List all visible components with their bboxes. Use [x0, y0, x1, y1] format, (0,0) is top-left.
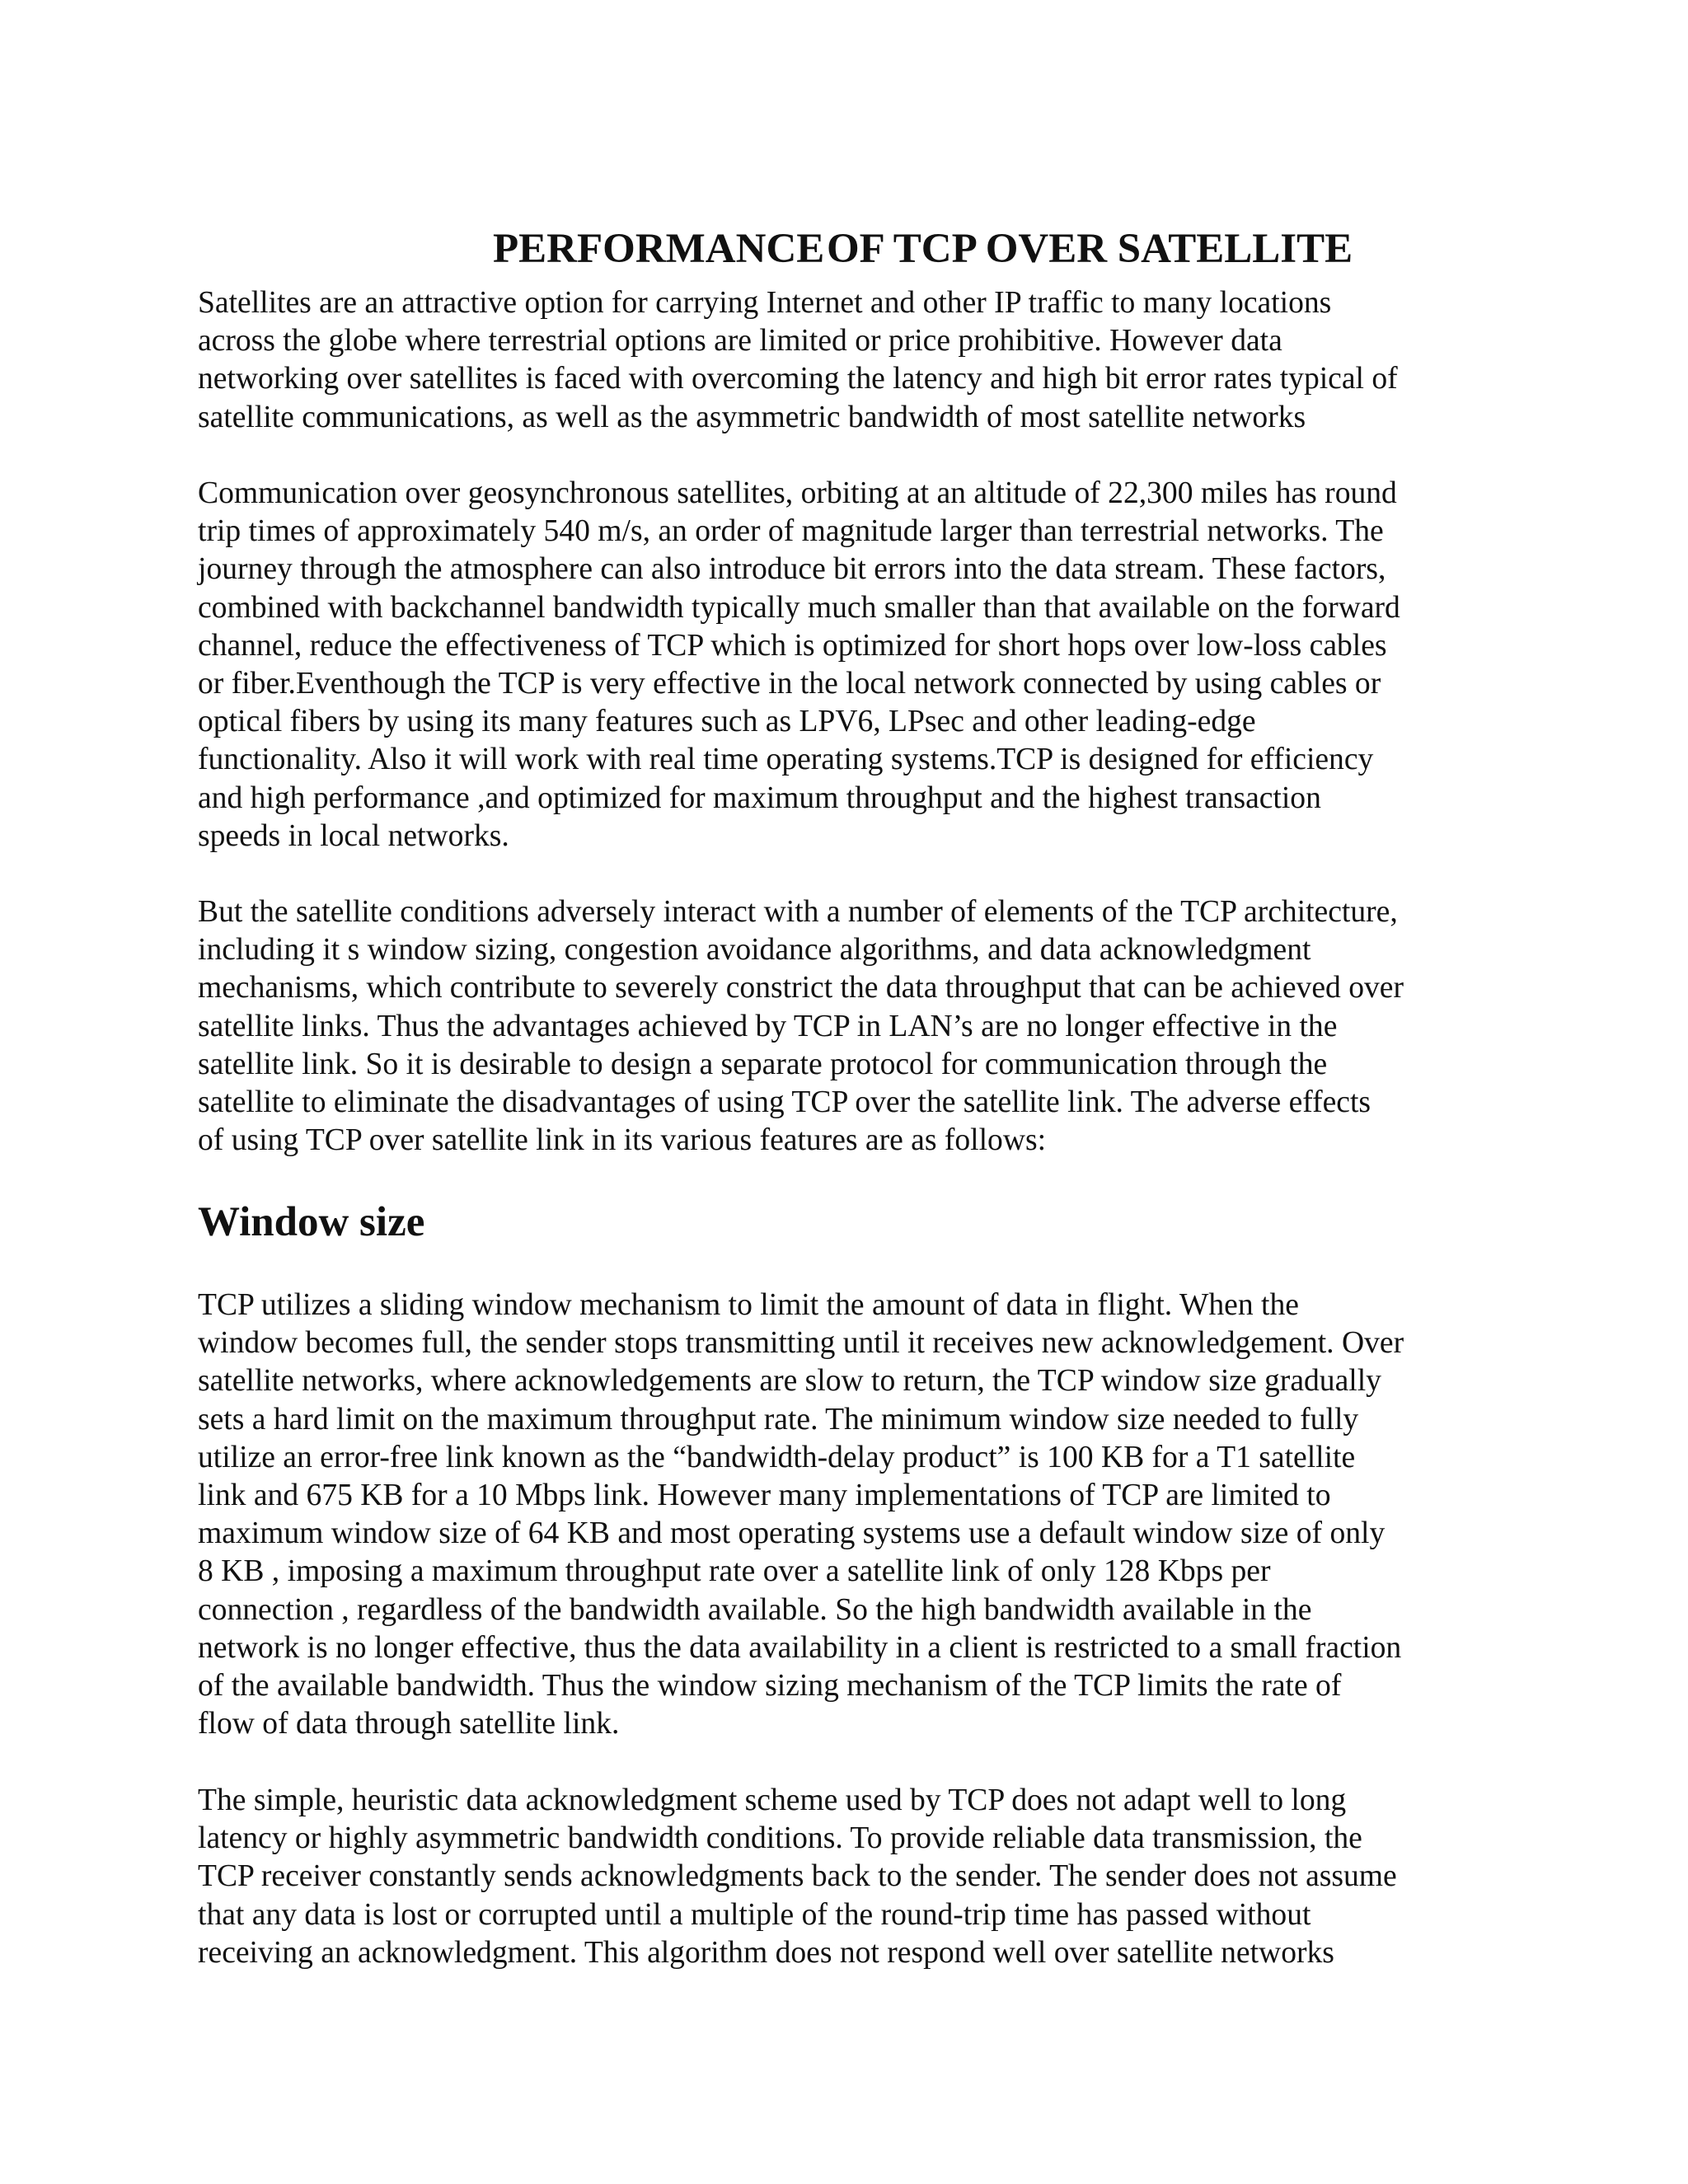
title-bold-part: OF TCP OVER SATELLITE [827, 226, 1353, 273]
paragraph-line: channel, reduce the effectiveness of TCP which is optimized for short hops over low-loss cables [198, 628, 1387, 663]
paragraph-line: utilize an error-free link known as the “bandwidth-delay product” is 100 KB for a T1 satellite [198, 1440, 1356, 1474]
paragraph-line: satellite to eliminate the disadvantages of using TCP over the satellite link. The adverse effects [198, 1085, 1372, 1120]
paragraph-line: speeds in local networks. [198, 818, 509, 853]
paragraph-line: optical fibers by using its many features such as LPV6, LPsec and other leading-edge [198, 705, 1256, 739]
paragraph-line: satellite networks, where acknowledgements are slow to return, the TCP window size gradually [198, 1364, 1381, 1399]
paragraph-line: mechanisms, which contribute to severely constrict the data throughput that can be achieved over [198, 971, 1404, 1005]
paragraph-line: 8 KB , imposing a maximum throughput rate over a satellite link of only 128 Kbps per [198, 1554, 1271, 1589]
paragraph-line: across the globe where terrestrial options are limited or price prohibitive. However data [198, 324, 1282, 359]
paragraph-line: network is no longer effective, thus the data availability in a client is restricted to a small fraction [198, 1630, 1402, 1665]
paragraph-line: But the satellite conditions adversely interact with a number of elements of the TCP architecture, [198, 895, 1398, 929]
paragraph-line: sets a hard limit on the maximum throughput rate. The minimum window size needed to fully [198, 1402, 1359, 1436]
paragraph-window-size [198, 1286, 1484, 1743]
paragraph-line: of using TCP over satellite link in its various features are as follows: [198, 1123, 1047, 1158]
paragraph-line: TCP receiver constantly sends acknowledgments back to the sender. The sender does not assume [198, 1859, 1397, 1894]
paragraph-line: Satellites are an attractive option for carrying Internet and other IP traffic to many locations [198, 286, 1332, 320]
paragraph-geosynchronous [198, 475, 1484, 855]
paragraph-line: connection , regardless of the bandwidth available. So the high bandwidth available in the [198, 1592, 1312, 1627]
paragraph-line: including it s window sizing, congestion avoidance algorithms, and data acknowledgment [198, 933, 1311, 968]
paragraph-line: or fiber.Eventhough the TCP is very effective in the local network connected by using cables or [198, 667, 1381, 701]
paragraph-acknowledgment [198, 1782, 1484, 1972]
paragraph-line: maximum window size of 64 KB and most operating systems use a default window size of only [198, 1516, 1386, 1551]
paragraph-line: trip times of approximately 540 m/s, an order of magnitude larger than terrestrial networks. The [198, 514, 1384, 549]
paragraph-line: journey through the atmosphere can also introduce bit errors into the data stream. These factors, [198, 552, 1386, 587]
paragraph-line: The simple, heuristic data acknowledgment scheme used by TCP does not adapt well to long [198, 1783, 1347, 1817]
paragraph-intro [198, 284, 1484, 437]
paragraph-adverse-effects [198, 893, 1484, 1160]
paragraph-line: flow of data through satellite link. [198, 1707, 620, 1741]
paragraph-line: latency or highly asymmetric bandwidth conditions. To provide reliable data transmission, the [198, 1821, 1362, 1856]
paragraph-line: window becomes full, the sender stops transmitting until it receives new acknowledgement. Over [198, 1326, 1404, 1361]
title-regular-part: PERFORMANCE [493, 226, 825, 273]
paragraph-line: functionality. Also it will work with real time operating systems.TCP is designed for efficiency [198, 743, 1374, 777]
paragraph-line: satellite communications, as well as the asymmetric bandwidth of most satellite networks [198, 400, 1306, 434]
paragraph-line: that any data is lost or corrupted until a multiple of the round-trip time has passed without [198, 1897, 1311, 1932]
paragraph-line: link and 675 KB for a 10 Mbps link. However many implementations of TCP are limited to [198, 1479, 1331, 1513]
paragraph-line: satellite link. So it is desirable to design a separate protocol for communication through the [198, 1047, 1328, 1081]
section-heading: Window size [198, 1199, 425, 1245]
paragraph-line: satellite links. Thus the advantages achieved by TCP in LAN’s are no longer effective in the [198, 1009, 1338, 1043]
paragraph-line: of the available bandwidth. Thus the window sizing mechanism of the TCP limits the rate of [198, 1669, 1342, 1704]
paragraph-line: and high performance ,and optimized for maximum throughput and the highest transaction [198, 780, 1321, 815]
paragraph-line: combined with backchannel bandwidth typically much smaller than that available on the forward [198, 590, 1400, 625]
paragraph-line: Communication over geosynchronous satellites, orbiting at an altitude of 22,300 miles has round [198, 476, 1397, 510]
paragraph-line: TCP utilizes a sliding window mechanism to limit the amount of data in flight. When the [198, 1288, 1299, 1322]
paragraph-line: networking over satellites is faced with overcoming the latency and high bit error rates typical of [198, 362, 1398, 396]
paragraph-line: receiving an acknowledgment. This algorithm does not respond well over satellite networks [198, 1935, 1334, 1970]
